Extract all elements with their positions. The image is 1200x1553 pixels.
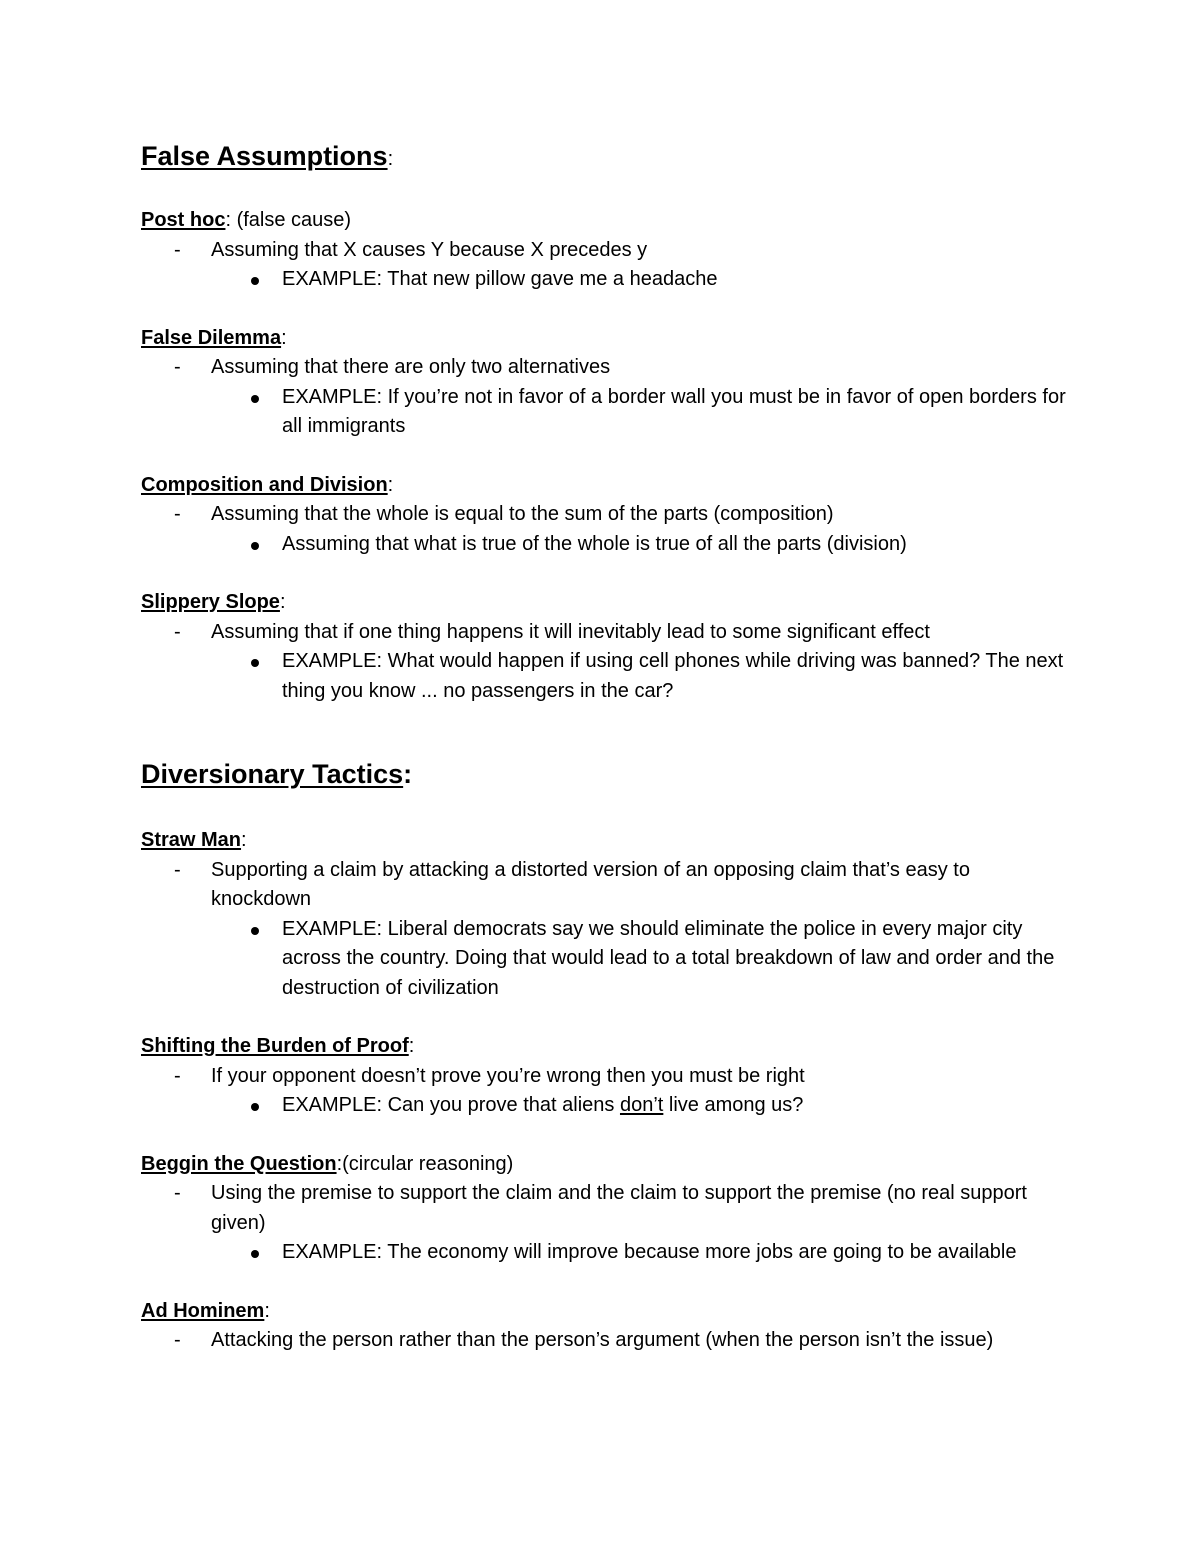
dash-marker: - [174,503,181,525]
document-page [141,136,1071,1356]
example-line: EXAMPLE: Liberal democrats say we should eliminate the police in every major city across the country. Doing that would lead to a total breakdown of law and order and the destruction of civilization [141,915,1071,1004]
example-line: Assuming that what is true of the whole is true of all the parts (division) [141,530,1071,560]
definition-line: - Assuming that the whole is equal to the sum of the parts (composition) [141,500,1071,530]
bullet-icon [251,927,259,935]
bullet-icon [251,542,259,550]
bullet-icon [251,1250,259,1258]
bullet-icon [251,395,259,403]
term-beggin-the-question: Beggin the Question:(circular reasoning) [141,1152,514,1175]
definition-line: - Using the premise to support the claim and the claim to support the premise (no real support given) [141,1179,1071,1238]
term-composition-and-division: Composition and Division: [141,473,394,496]
definition-line: - If your opponent doesn’t prove you’re wrong then you must be right [141,1062,1071,1092]
dash-marker: - [174,858,181,881]
example-line: EXAMPLE: The economy will improve because more jobs are going to be available [141,1238,1071,1268]
dash-marker: - [174,1329,181,1351]
definition-line: - Supporting a claim by attacking a distorted version of an opposing claim that’s easy to knockdown [141,856,1071,915]
example-line: EXAMPLE: What would happen if using cell phones while driving was banned? The next thing you know ... no passengers in the car? [141,647,1071,706]
term-shifting-burden-of-proof: Shifting the Burden of Proof: [141,1035,415,1057]
bullet-icon [251,1103,259,1111]
dash-marker: - [174,1064,181,1087]
dash-marker: - [174,620,181,643]
definition-line: - Assuming that if one thing happens it will inevitably lead to some significant effect [141,618,1071,648]
dash-marker: - [174,356,181,378]
term-ad-hominem: Ad Hominem: [141,1299,270,1322]
term-false-dilemma: False Dilemma: [141,326,287,349]
definition-line: - Attacking the person rather than the person’s argument (when the person isn’t the issue) [141,1326,1071,1356]
term-slippery-slope: Slippery Slope: [141,591,286,613]
definition-line: - Assuming that there are only two alternatives [141,353,1071,383]
bullet-icon [251,277,259,285]
section-heading-diversionary-tactics: Diversionary Tactics: [141,759,413,789]
example-line: EXAMPLE: That new pillow gave me a headache [141,265,1071,295]
dash-marker: - [174,238,181,261]
term-post-hoc: Post hoc: (false cause) [141,209,352,231]
example-line: EXAMPLE: If you’re not in favor of a border wall you must be in favor of open borders for all immigrants [141,383,1071,442]
example-line: EXAMPLE: Can you prove that aliens don’t live among us? [141,1091,1071,1121]
section-heading-false-assumptions: False Assumptions: [141,141,394,171]
bullet-icon [251,659,259,667]
definition-line: - Assuming that X causes Y because X precedes y [141,236,1071,266]
dash-marker: - [174,1182,181,1204]
term-straw-man: Straw Man: [141,829,247,851]
